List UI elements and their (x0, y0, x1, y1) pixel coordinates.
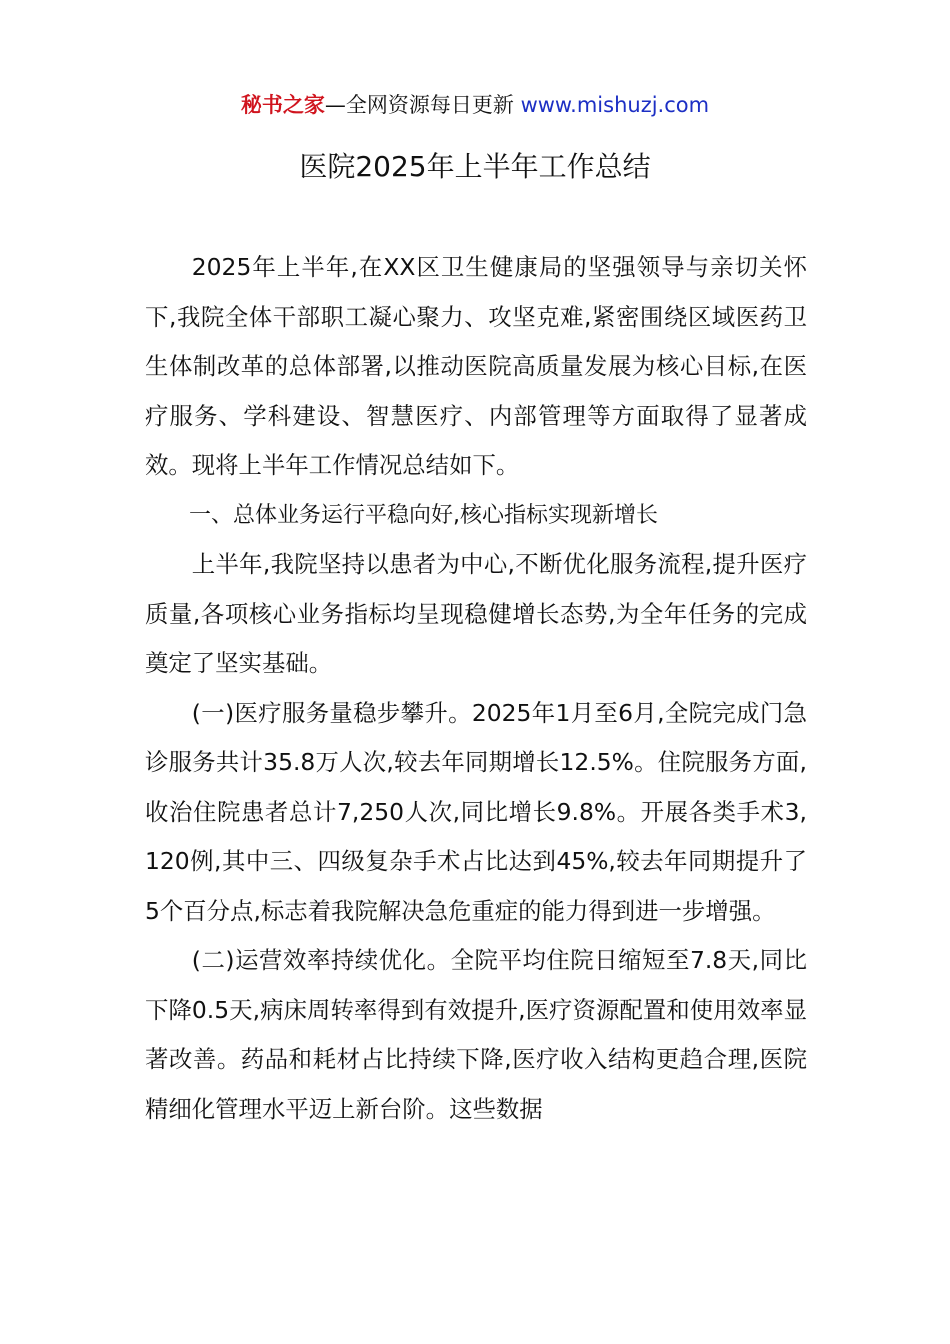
efficiency-paragraph: (二)运营效率持续优化。全院平均住院日缩短至7.8天,同比下降0.5天,病床周转率得到有效提升,医疗资源配置和使用效率显著改善。药品和耗材占比持续下降,医疗收入结构更趋合理,医院精细化管理水平迈上新台阶。这些数据 (145, 946, 807, 1123)
service-volume-paragraph: (一)医疗服务量稳步攀升。2025年1月至6月,全院完成门急诊服务共计35.8万人次,较去年同期增长12.5%。住院服务方面,收治住院患者总计7,250人次,同比增长9.8%。开展各类手术3,120例,其中三、四级复杂手术占比达到45%,较去年同期提升了5个百分点,标志着我院解决急危重症的能力得到进一步增强。 (145, 698, 807, 925)
document-body (145, 243, 807, 1134)
section-1-summary-paragraph: 上半年,我院坚持以患者为中心,不断优化服务流程,提升医疗质量,各项核心业务指标均呈现稳健增长态势,为全年任务的完成奠定了坚实基础。 (145, 550, 807, 677)
intro-paragraph: 2025年上半年,在XX区卫生健康局的坚强领导与亲切关怀下,我院全体干部职工凝心聚力、攻坚克难,紧密围绕区域医药卫生体制改革的总体部署,以推动医院高质量发展为核心目标,在医疗服务、学科建设、智慧医疗、内部管理等方面取得了显著成效。现将上半年工作情况总结如下。 (145, 253, 807, 479)
site-header (0, 88, 950, 122)
document-title: 医院2025年上半年工作总结 (299, 150, 651, 183)
section-heading-1: 一、总体业务运行平稳向好,核心指标实现新增长 (189, 502, 658, 528)
brand-name: 秘书之家 (240, 93, 325, 117)
site-slogan: —全网资源每日更新 (324, 93, 521, 117)
site-url-link[interactable]: www.mishuzj.com (520, 93, 710, 117)
